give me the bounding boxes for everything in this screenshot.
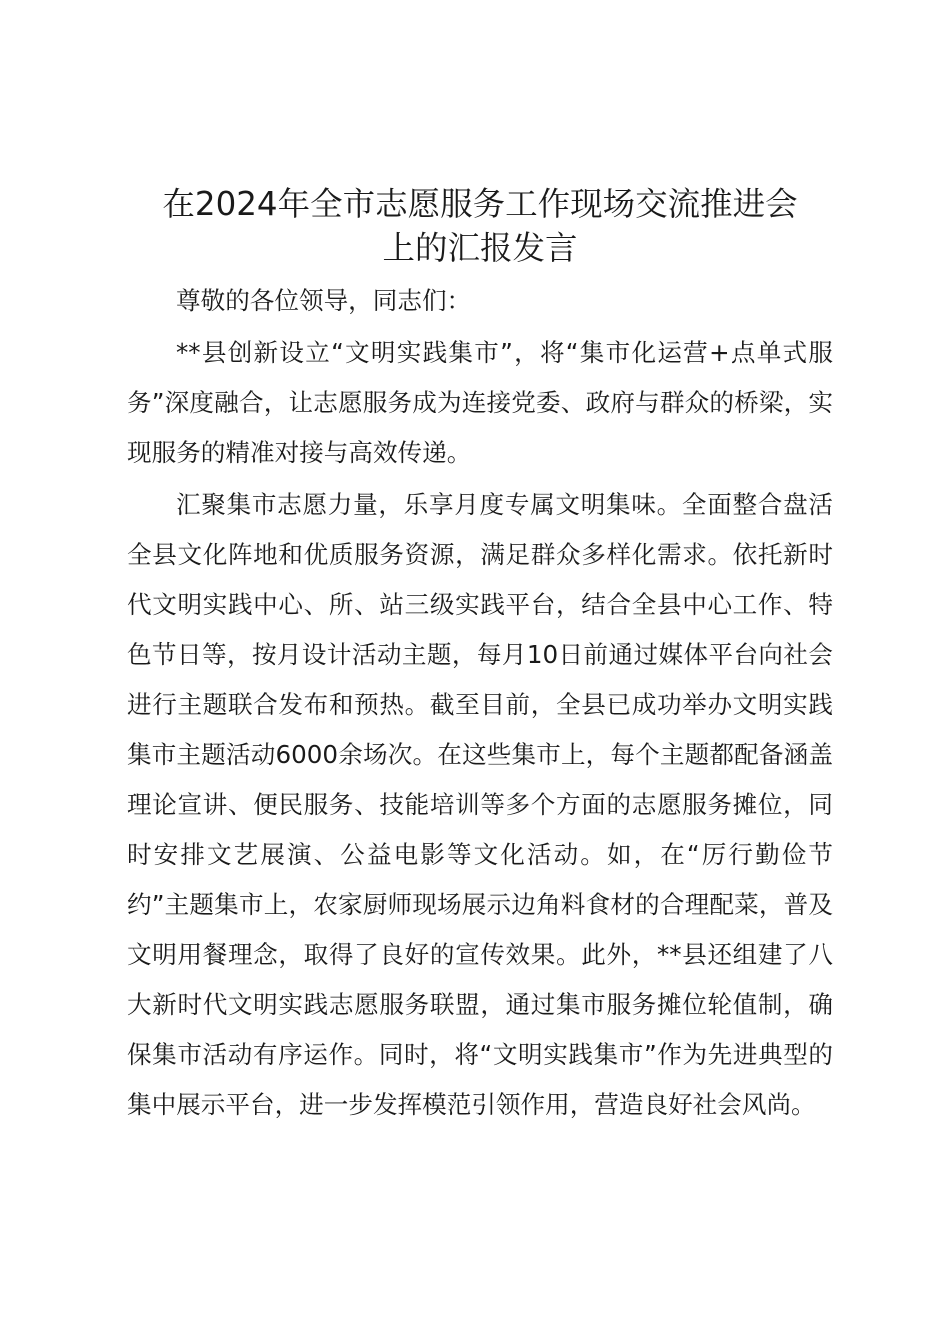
document-body [127, 182, 833, 1130]
paragraph-1: **县创新设立“文明实践集市”，将“集市化运营+点单式服务”深度融合，让志愿服务成为连接党委、政府与群众的桥梁，实现服务的精准对接与高效传递。 [127, 338, 833, 467]
paragraph-2: 汇聚集市志愿力量，乐享月度专属文明集味。全面整合盘活全县文化阵地和优质服务资源，满足群众多样化需求。依托新时代文明实践中心、所、站三级实践平台，结合全县中心工作、特色节日等，按月设计活动主题，每月10日前通过媒体平台向社会进行主题联合发布和预热。截至目前，全县已成功举办文明实践集市主题活动6000余场次。在这些集市上，每个主题都配备涵盖理论宣讲、便民服务、技能培训等多个方面的志愿服务摊位，同时安排文艺展演、公益电影等文化活动。如，在“厉行勤俭节约”主题集市上，农家厨师现场展示边角料食材的合理配菜，普及文明用餐理念，取得了良好的宣传效果。此外，**县还组建了八大新时代文明实践志愿服务联盟，通过集市服务摊位轮值制，确保集市活动有序运作。同时，将“文明实践集市”作为先进典型的集中展示平台，进一步发挥模范引领作用，营造良好社会风尚。 [127, 490, 833, 1119]
title-line-1: 在2024年全市志愿服务工作现场交流推进会 [162, 185, 798, 223]
title-line-2: 上的汇报发言 [382, 229, 578, 267]
greeting: 尊敬的各位领导，同志们： [176, 286, 472, 315]
document-title [127, 182, 833, 270]
